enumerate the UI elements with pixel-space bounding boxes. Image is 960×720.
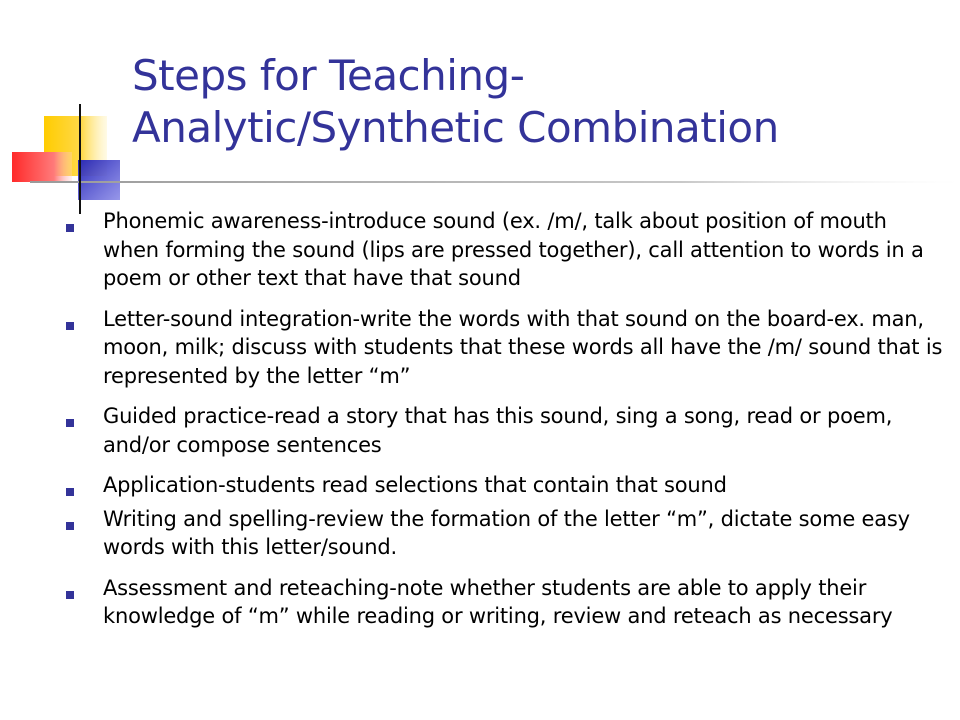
square-bullet-icon [66, 522, 74, 530]
horizontal-rule [30, 181, 960, 183]
square-bullet-icon [66, 488, 74, 496]
slide-title [132, 50, 932, 154]
bullet-item-letter-sound [66, 305, 946, 391]
bullet-item-assessment [66, 574, 946, 631]
bullet-item-phonemic-awareness [66, 207, 946, 293]
blue-square [78, 160, 120, 200]
square-bullet-icon [66, 224, 74, 232]
vertical-line [79, 104, 81, 214]
bullet-item-writing-spelling [66, 505, 946, 562]
bullet-list [66, 207, 946, 643]
bullet-text: Letter-sound integration-write the words with that sound on the board-ex. man, moon, milk; discuss with students that these words all have the /m/ sound that is represented by the letter “m” [103, 306, 943, 388]
bullet-text: Assessment and reteaching-note whether students are able to apply their knowledge of “m” while reading or writing, review and reteach as necessary [103, 575, 893, 628]
square-bullet-icon [66, 591, 74, 599]
bullet-text: Guided practice-read a story that has this sound, sing a song, read or poem, and/or compose sentences [103, 404, 893, 457]
square-bullet-icon [66, 419, 74, 427]
red-bar [12, 152, 72, 182]
bullet-text: Phonemic awareness-introduce sound (ex. /m/, talk about position of mouth when forming the sound (lips are pressed together), call attention to words in a poem or other text that have that sound [103, 209, 924, 290]
bullet-text: Writing and spelling-review the formation of the letter “m”, dictate some easy words with this letter/sound. [103, 506, 910, 559]
bullet-text: Application-students read selections that contain that sound [103, 473, 727, 497]
slide-title-line-1: Steps for Teaching- [132, 51, 525, 100]
square-bullet-icon [66, 322, 74, 330]
bullet-item-guided-practice [66, 402, 946, 459]
bullet-item-application [66, 471, 946, 500]
slide-title-line-2: Analytic/Synthetic Combination [132, 103, 779, 152]
